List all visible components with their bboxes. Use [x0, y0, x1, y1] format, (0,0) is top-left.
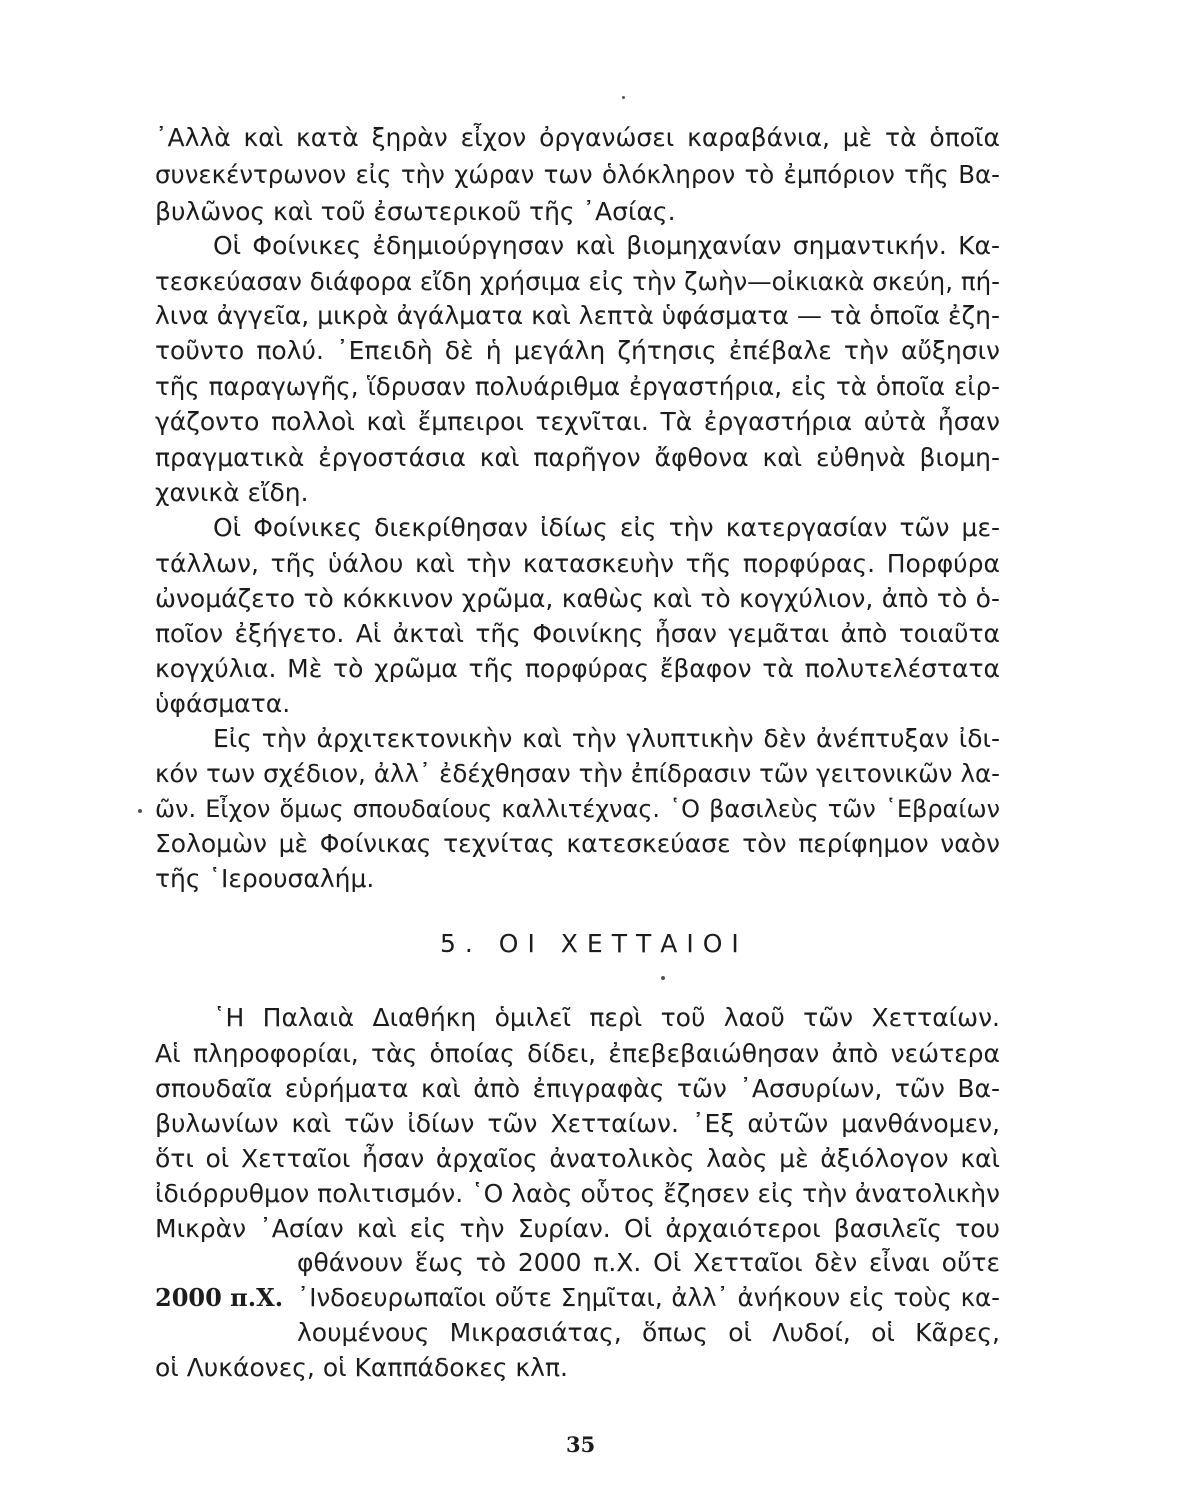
text-line: ῶν. Εἶχον ὅμως σπουδαίους καλλιτέχνας. ῾Ο βασιλεὺς τῶν ῾Εβραίων	[155, 795, 1000, 823]
text-line: πραγματικὰ ἐργοστάσια καὶ παρῆγον ἄφθονα καὶ εὐθηνὰ βιομη-	[155, 443, 1000, 472]
text-line: Μικρὰν ᾿Ασίαν καὶ εἰς τὴν Συρίαν. Οἱ ἀρχαιότεροι βασιλεῖς του	[155, 1214, 1000, 1243]
text-line: ἰδιόρρυθμον πολιτισμόν. ῾Ο λαὸς οὗτος ἔζησεν εἰς τὴν ἀνατολικὴν	[155, 1179, 1000, 1208]
text-line: ποῖον ἐξήγετο. Αἱ ἀκταὶ τῆς Φοινίκης ἦσαν γεμᾶται ἀπὸ τοιαῦτα	[155, 619, 1000, 648]
text-line: τάλλων, τῆς ὑάλου καὶ τὴν κατασκευὴν τῆς πορφύρας. Πορφύρα	[155, 549, 1000, 578]
text-line: λινα ἀγγεῖα, μικρὰ ἀγάλματα καὶ λεπτὰ ὑφάσματα — τὰ ὁποῖα ἐζη-	[155, 301, 1000, 330]
print-speck	[138, 809, 142, 813]
text-line: Εἰς τὴν ἀρχιτεκτονικὴν καὶ τὴν γλυπτικὴν δὲν ἀνέπτυξαν ἰδι-	[213, 724, 1000, 753]
text-line: σπουδαῖα εὑρήματα καὶ ἀπὸ ἐπιγραφὰς τῶν ᾿Ασσυρίων, τῶν Βα-	[155, 1074, 1000, 1103]
text-line: Αἱ πληροφορίαι, τὰς ὁποίας δίδει, ἐπεβεβαιώθησαν ἀπὸ νεώτερα	[155, 1039, 1000, 1068]
text-line: γάζοντο πολλοὶ καὶ ἔμπειροι τεχνῖται. Τὰ ἐργαστήρια αὐτὰ ἦσαν	[155, 407, 1000, 436]
text-line: τῆς παραγωγῆς, ἵδρυσαν πολυάριθμα ἐργαστήρια, εἰς τὰ ὁποῖα εἰρ-	[155, 372, 1000, 401]
text-line: κογχύλια. Μὲ τὸ χρῶμα τῆς πορφύρας ἔβαφον τὰ πολυτελέστατα	[155, 654, 1000, 683]
text-line: τεσκεύασαν διάφορα εἴδη χρήσιμα εἰς τὴν ζωὴν—οἰκιακὰ σκεύη, πή-	[155, 267, 1000, 296]
text-line: κόν των σχέδιον, ἀλλ᾿ ἐδέχθησαν τὴν ἐπίδρασιν τῶν γειτονικῶν λα-	[155, 759, 1000, 788]
text-line: βυλωνίων καὶ τῶν ἰδίων τῶν Χετταίων. ᾿Εξ αὐτῶν μανθάνομεν,	[155, 1109, 1000, 1138]
text-line: ᾿Ινδοευρωπαῖοι οὔτε Σημῖται, ἀλλ᾿ ἀνήκουν εἰς τοὺς κα-	[297, 1283, 1000, 1312]
text-line: ὑφάσματα.	[155, 689, 291, 718]
text-line: Σολομὼν μὲ Φοίνικας τεχνίτας κατεσκεύασε τὸν περίφημον ναὸν	[155, 829, 1000, 858]
text-line: χανικὰ εἴδη.	[155, 478, 309, 507]
text-line: οἱ Λυκάονες, οἱ Καππάδοκες κλπ.	[155, 1353, 568, 1382]
text-line: συνεκέντρωνον εἰς τὴν χώραν των ὁλόκληρον τὸ ἐμπόριον τῆς Βα-	[155, 160, 1000, 189]
text-line: τοῦντο πολύ. ᾿Επειδὴ δὲ ἡ μεγάλη ζήτησις ἐπέβαλε τὴν αὔξησιν	[155, 336, 1000, 365]
margin-date-note: 2000 π.Χ.	[155, 1283, 284, 1312]
text-line: ᾿Αλλὰ καὶ κατὰ ξηρὰν εἶχον ὀργανώσει καραβάνια, μὲ τὰ ὁποῖα	[155, 123, 1000, 152]
text-line: ὠνομάζετο τὸ κόκκινον χρῶμα, καθὼς καὶ τὸ κογχύλιον, ἀπὸ τὸ ὁ-	[155, 584, 1000, 613]
text-line: τῆς ῾Ιερουσαλήμ.	[155, 864, 375, 893]
text-line: Οἱ Φοίνικες ἐδημιούργησαν καὶ βιομηχανίαν σημαντικήν. Κα-	[213, 231, 1000, 260]
text-line: ῾Η Παλαιὰ Διαθήκη ὁμιλεῖ περὶ τοῦ λαοῦ τῶν Χετταίων.	[213, 1003, 1000, 1032]
text-line: Οἱ Φοίνικες διεκρίθησαν ἰδίως εἰς τὴν κατεργασίαν τῶν με-	[213, 513, 1000, 542]
text-line: ὅτι οἱ Χετταῖοι ἦσαν ἀρχαῖος ἀνατολικὸς λαὸς μὲ ἀξιόλογον καὶ	[155, 1144, 1000, 1173]
section-heading: 5. ΟΙ ΧΕΤΤΑΙΟΙ	[440, 929, 748, 958]
print-speck	[661, 976, 665, 980]
print-speck	[622, 96, 625, 99]
text-line: λουμένους Μικρασιάτας, ὅπως οἱ Λυδοί, οἱ Κᾶρες,	[297, 1318, 1000, 1347]
page-number: 35	[566, 1432, 596, 1457]
text-line: φθάνουν ἕως τὸ 2000 π.Χ. Οἱ Χετταῖοι δὲν εἶναι οὔτε	[297, 1248, 1000, 1277]
text-line: βυλῶνος καὶ τοῦ ἐσωτερικοῦ τῆς ᾿Ασίας.	[155, 197, 676, 226]
